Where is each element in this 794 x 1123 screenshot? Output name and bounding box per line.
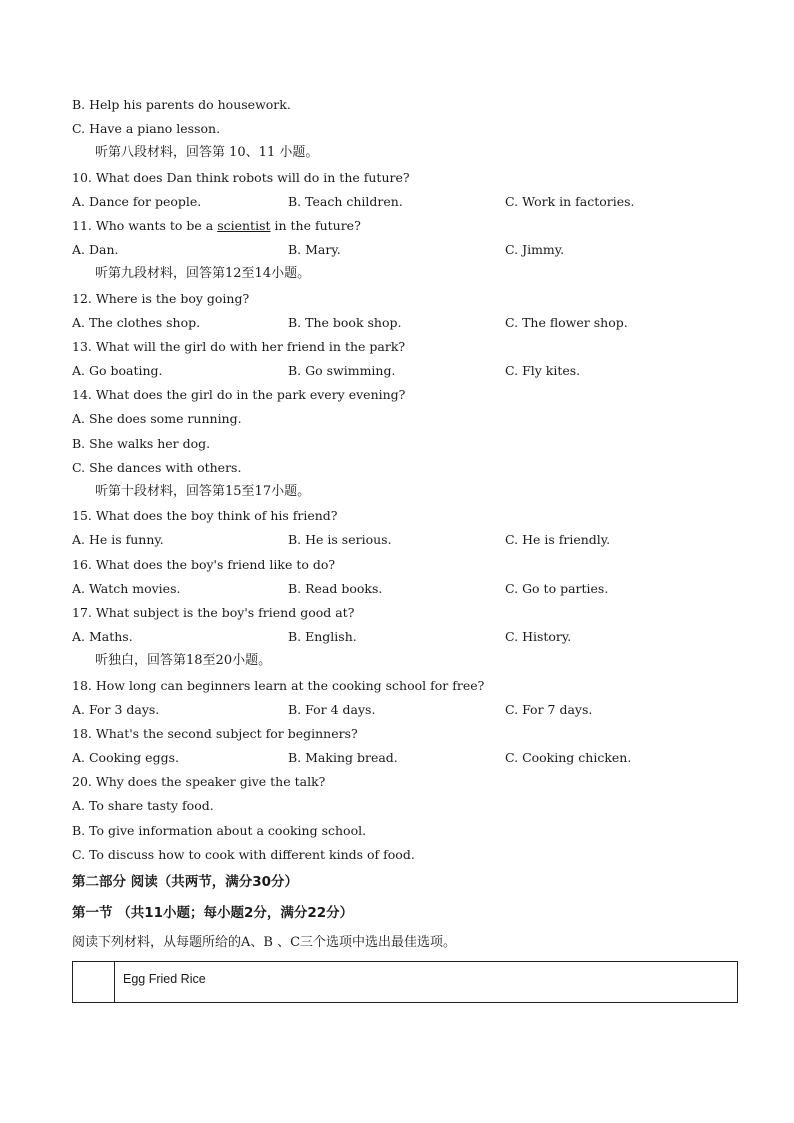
option-a: A. Go boating. [72,363,163,379]
options-row [72,238,738,262]
option-c: C. Fly kites. [505,363,581,379]
section-one-title: 第一节 （共11小题；每小题2分，满分22分） [72,905,354,921]
question-text: in the future? [270,217,361,233]
table-cell-empty [73,962,115,1002]
option-b: B. To give information about a cooking school. [72,822,367,838]
question-17: 17. What subject is the boy's friend good at? [72,604,355,620]
option-c: C. For 7 days. [505,701,593,717]
option-c: C. To discuss how to cook with different kinds of food. [72,846,415,862]
question-12: 12. Where is the boy going? [72,290,250,306]
reading-instruction: 阅读下列材料，从每题所给的A、B 、C三个选项中选出最佳选项。 [72,935,457,950]
option-c: C. Work in factories. [505,193,635,209]
option-c: C. The flower shop. [505,314,628,330]
option-c: C. History. [505,629,572,645]
option-b: B. Go swimming. [288,363,396,379]
exam-page [72,93,738,1003]
option-a: A. Dan. [72,242,119,258]
option-b: B. Mary. [288,242,341,258]
question-20: 20. Why does the speaker give the talk? [72,774,326,790]
question-18: 18. How long can beginners learn at the cooking school for free? [72,677,485,693]
part-two-title: 第二部分 阅读（共两节，满分30分） [72,874,298,890]
underlined-word: scientist [217,217,271,233]
section-instruction: 听第八段材料，回答第 10、11 小题。 [95,145,319,161]
option-a: A. Watch movies. [72,580,181,596]
option-b: B. The book shop. [288,314,402,330]
option-a: A. To share tasty food. [72,798,214,814]
option-b: B. Teach children. [288,193,403,209]
option-c: C. Jimmy. [505,242,565,258]
option-b: B. He is serious. [288,532,392,548]
section-instruction: 听独白，回答第18至20小题。 [95,653,272,669]
option-b: B. Making bread. [288,750,398,766]
question-10: 10. What does Dan think robots will do in the future? [72,169,410,185]
options-row [72,698,738,722]
option-a: A. Dance for people. [72,193,202,209]
options-row [72,528,738,552]
options-row [72,625,738,649]
option-a: A. The clothes shop. [72,314,201,330]
question-13: 13. What will the girl do with her friend in the park? [72,338,406,354]
option-a: A. He is funny. [72,532,164,548]
option-line: B. Help his parents do housework. [72,97,291,112]
option-a: A. She does some running. [72,411,242,427]
options-row [72,746,738,770]
options-row [72,190,738,214]
question-15: 15. What does the boy think of his friend? [72,508,338,524]
section-instruction: 听第十段材料，回答第15至17小题。 [95,484,311,499]
option-c: C. He is friendly. [505,532,611,548]
option-b: B. For 4 days. [288,701,376,717]
option-a: A. Cooking eggs. [72,750,179,766]
option-b: B. Read books. [288,580,383,596]
question-16: 16. What does the boy's friend like to do? [72,556,336,572]
option-line: C. Have a piano lesson. [72,121,221,137]
question-19: 18. What's the second subject for beginners? [72,725,358,741]
reading-table [72,961,738,1003]
question-text: 11. Who wants to be a [72,217,218,233]
options-row [72,311,738,335]
option-c: C. She dances with others. [72,459,242,475]
option-c: C. Cooking chicken. [505,750,632,766]
question-11 [72,214,738,238]
option-a: A. Maths. [72,629,133,645]
option-a: A. For 3 days. [72,701,160,717]
section-instruction: 听第九段材料，回答第12至14小题。 [95,266,311,282]
option-b: B. She walks her dog. [72,435,211,451]
option-b: B. English. [288,629,357,645]
question-14: 14. What does the girl do in the park every evening? [72,387,406,403]
table-title: Egg Fried Rice [123,972,206,986]
option-c: C. Go to parties. [505,580,609,596]
options-row [72,577,738,601]
options-row [72,359,738,383]
